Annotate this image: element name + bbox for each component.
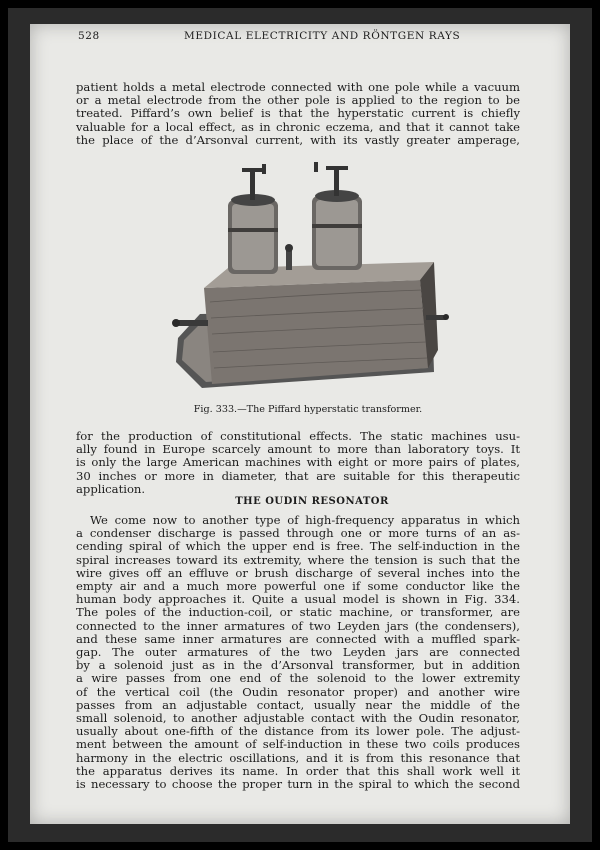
text-line: 30 inches or more in diameter, that are suitable for this therapeutic	[76, 468, 520, 483]
page-number: 528	[78, 30, 100, 42]
text-line: cending spiral of which the upper end is free. The self-induction in the	[76, 539, 520, 554]
text-line: empty air and a much more powerful one if some conductor like the	[76, 579, 520, 594]
text-line: the place of the d’Arsonval current, with its vastly greater amperage,	[76, 132, 520, 147]
text-line: usually about one-fifth of the distance from its lower pole. The adjust-	[76, 724, 520, 739]
text-line: The poles of the induction-coil, or static machine, or transformer, are	[76, 605, 520, 620]
text-line: valuable for a local effect, as in chronic eczema, and that it cannot take	[76, 119, 520, 134]
text-line: spiral increases toward its extremity, where the tension is such that the	[76, 552, 520, 567]
text-line: gap. The outer armatures of the two Leyden jars are connected	[76, 645, 520, 660]
text-line: patient holds a metal electrode connected with one pole while a vacuum	[76, 80, 520, 94]
text-line: We come now to another type of high-frequency apparatus in which	[90, 513, 520, 527]
text-line: is necessary to choose the proper turn in the spiral to which the second	[76, 777, 520, 792]
text-line: ment between the amount of self-induction in these two coils produces	[76, 737, 520, 752]
text-line: connected to the inner armatures of two Leyden jars (the condensers),	[76, 618, 520, 633]
text-line: a condenser discharge is passed through one or more turns of an as-	[76, 526, 520, 541]
text-line: the apparatus derives its name. In order that this shall work well it	[76, 763, 520, 778]
piffard-transformer-illustration	[170, 162, 450, 396]
section-heading: THE OUDIN RESONATOR	[235, 496, 389, 507]
text-line: ally found in Europe scarcely amount to more than laboratory toys. It	[76, 442, 520, 457]
running-header	[78, 30, 498, 46]
text-line: is only the large American machines with eight or more pairs of plates,	[76, 455, 520, 470]
text-line: wire gives off an effluve or brush discharge of several inches into the	[76, 565, 520, 580]
text-line: harmony in the electric oscillations, and it is from this resonance that	[76, 750, 520, 765]
text-line: a wire passes from one end of the solenoid to the lower extremity	[76, 671, 520, 686]
text-line: treated. Piffard’s own belief is that the hyperstatic current is chiefly	[76, 106, 520, 121]
paragraph-2	[76, 430, 520, 496]
paragraph-3	[76, 514, 520, 791]
text-line: by a solenoid just as in the d’Arsonval transformer, but in addition	[76, 658, 520, 673]
text-line: application.	[76, 481, 146, 496]
text-line: or a metal electrode from the other pole is applied to the region to be	[76, 93, 520, 108]
text-line: human body approaches it. Quite a usual model is shown in Fig. 334.	[76, 592, 520, 607]
text-line: passes from an adjustable contact, usually near the middle of the	[76, 697, 520, 712]
figure-caption: Fig. 333.—The Piffard hyperstatic transformer.	[193, 404, 423, 415]
text-line: and these same inner armatures are connected with a muffled spark-	[76, 631, 520, 646]
text-line: for the production of constitutional effects. The static machines usu-	[76, 429, 520, 443]
running-title: MEDICAL ELECTRICITY AND RÖNTGEN RAYS	[184, 30, 461, 42]
text-line: small solenoid, to another adjustable contact with the Oudin resonator,	[76, 711, 520, 726]
text-line: of the vertical coil (the Oudin resonator proper) and another wire	[76, 684, 520, 699]
paragraph-1	[76, 81, 520, 147]
